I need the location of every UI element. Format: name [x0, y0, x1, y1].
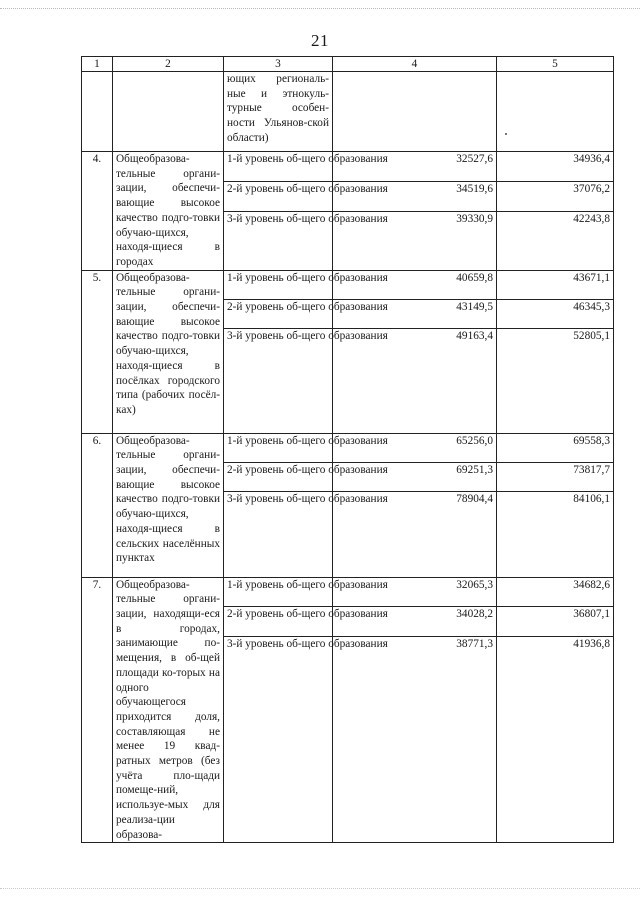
- value-col5: 37076,2: [497, 182, 614, 212]
- value-col4: 39330,9: [333, 212, 497, 270]
- table-header-row: [82, 57, 614, 72]
- value-col4: 69251,3: [333, 462, 497, 491]
- continuation-row: [82, 72, 614, 152]
- value-col4: 40659,8: [333, 270, 497, 299]
- value-col5: 73817,7: [497, 462, 614, 491]
- value-col4: 65256,0: [333, 433, 497, 462]
- education-level: 3-й уровень об-щего образования: [224, 491, 333, 577]
- value-col4: 78904,4: [333, 491, 497, 577]
- value-col5: 34936,4: [497, 152, 614, 182]
- row-number: 5.: [82, 270, 113, 433]
- organization-description: Общеобразова-тельные органи-зации, обеспечи-вающие высокое качество подго-товки обучаю-щихся, находя-щиеся в посёлках городского типа (рабочих посёл-ках): [113, 270, 224, 433]
- scan-speck: [505, 133, 507, 135]
- row-number: 7.: [82, 577, 113, 843]
- value-col4: 32527,6: [333, 152, 497, 182]
- table-row: [82, 270, 614, 299]
- table-row: [82, 577, 614, 607]
- value-col4: 38771,3: [333, 636, 497, 843]
- education-level: 3-й уровень об-щего образования: [224, 636, 333, 843]
- value-col5: 41936,8: [497, 636, 614, 843]
- education-level: 1-й уровень об-щего образования: [224, 270, 333, 299]
- value-col5: 42243,8: [497, 212, 614, 270]
- value-col5: 46345,3: [497, 299, 614, 328]
- column-header: 4: [333, 57, 497, 72]
- row-number: 4.: [82, 152, 113, 271]
- continuation-text: ющих региональ-ные и этнокуль-турные особен-ности Ульянов-ской области): [224, 72, 333, 152]
- value-col4: 34028,2: [333, 607, 497, 637]
- education-level: 2-й уровень об-щего образования: [224, 462, 333, 491]
- education-level: 2-й уровень об-щего образования: [224, 607, 333, 637]
- value-col5: 36807,1: [497, 607, 614, 637]
- education-level: 1-й уровень об-щего образования: [224, 577, 333, 607]
- value-col5: 52805,1: [497, 328, 614, 433]
- education-level: 3-й уровень об-щего образования: [224, 328, 333, 433]
- row-number: 6.: [82, 433, 113, 577]
- column-header: 3: [224, 57, 333, 72]
- education-level: 3-й уровень об-щего образования: [224, 212, 333, 270]
- organization-description: Общеобразова-тельные органи-зации, обеспечи-вающие высокое качество подго-товки обучаю-щихся, находя-щиеся в городах: [113, 152, 224, 271]
- value-col5: 34682,6: [497, 577, 614, 607]
- value-col4: 43149,5: [333, 299, 497, 328]
- value-col4: 32065,3: [333, 577, 497, 607]
- organization-description: Общеобразова-тельные органи-зации, обеспечи-вающие высокое качество подго-товки обучаю-щихся, находя-щиеся в сельских населённых пунктах: [113, 433, 224, 577]
- education-level: 2-й уровень об-щего образования: [224, 299, 333, 328]
- scan-edge-bottom: [0, 888, 640, 890]
- column-header: 2: [113, 57, 224, 72]
- table-row: [82, 433, 614, 462]
- value-col5: 43671,1: [497, 270, 614, 299]
- value-col5: 69558,3: [497, 433, 614, 462]
- column-header: 1: [82, 57, 113, 72]
- education-level: 2-й уровень об-щего образования: [224, 182, 333, 212]
- page-number: 21: [311, 31, 329, 50]
- value-col5: 84106,1: [497, 491, 614, 577]
- education-level: 1-й уровень об-щего образования: [224, 152, 333, 182]
- value-col4: 49163,4: [333, 328, 497, 433]
- tariff-table: [81, 56, 614, 843]
- column-header: 5: [497, 57, 614, 72]
- education-level: 1-й уровень об-щего образования: [224, 433, 333, 462]
- organization-description: Общеобразова-тельные органи-зации, находящи-еся в городах, занимающие по-мещения, в об-щей площади ко-торых на одного обучающегося приходится доля, составляющая не менее 19 квад-ратных метров (без учёта пло-щади помеще-ний, используе-мых для реализа-ции образова-: [113, 577, 224, 843]
- scan-edge-top: [0, 8, 640, 10]
- value-col4: 34519,6: [333, 182, 497, 212]
- table-row: [82, 152, 614, 182]
